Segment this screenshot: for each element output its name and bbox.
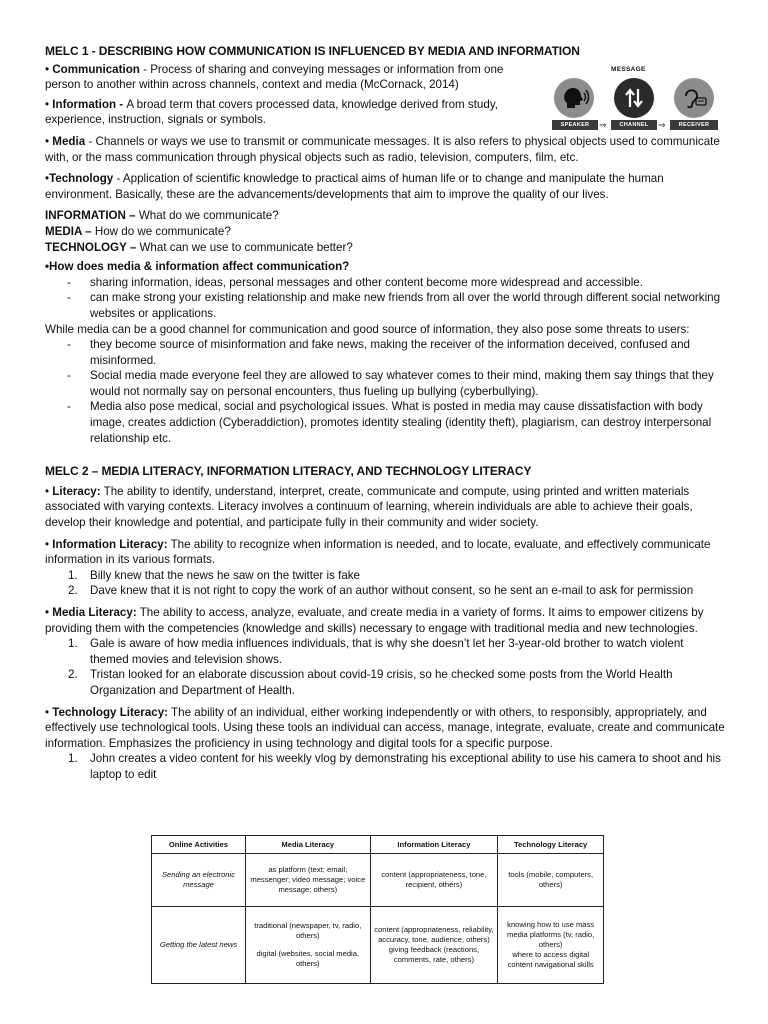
definition-text: The ability to access, analyze, evaluate, and create media in a variety of forms. It aims to empower citizens by providing them with the competencies (knowledge and skills) necessary to engage with traditional media and new technologies. [45,606,704,635]
term-communication: Communication [52,62,140,76]
speaker-tag: SPEAKER [552,120,598,130]
threats-list [45,337,725,446]
technology-definition: •Technology - Application of scientific knowledge to practical aims of human life or to change and manipulate the human environment. Basically, these are the advancements/developments that aim to improve the quality of our lives. [45,172,664,201]
question-line [45,240,725,256]
guiding-questions [45,208,725,255]
question-text: What do we communicate? [135,209,279,223]
question-text: What can we use to communicate better? [136,240,353,254]
information-definition: • Information - A broad term that covers processed data, knowledge derived from study, experience, instruction, signals or symbols. [45,97,498,127]
media-literacy-examples [45,636,725,698]
list-item: - Social media made everyone feel they are allowed to say whatever comes to their mind, making them say things that they would not normally say on personal encounters, thus fueling up bullying (cyberbullying). [45,368,725,399]
question-line [45,224,725,240]
arrow-right-icon: ⇒ [599,120,607,130]
diagram-message-label: MESSAGE [611,66,646,73]
table-header-row [152,836,604,854]
information-literacy-examples [45,568,725,599]
example-text: Billy knew that the news he saw on the twitter is fake [90,568,361,582]
channel-tag: CHANNEL [611,120,657,130]
technology-literacy-examples [45,751,725,782]
definition-text: The ability to identify, understand, interpret, create, communicate and compute, using printed and written materials associated with varying contexts. Literacy involves a continuum of learning, wherein individuals are able to achieve their goals, develop their knowledge and potential, and participate fully in their community and wider society. [45,484,693,530]
affect-heading: •How does media & information affect communication? [45,260,350,274]
receiver-tag: RECEIVER [670,120,718,130]
media-literacy-definition: • Media Literacy: The ability to access, analyze, evaluate, and create media in a variety of forms. It aims to empower citizens by providing them with the competencies (knowledge and skills) necessary to engage with traditional media and new technologies. [45,606,704,635]
document-page [45,44,725,783]
threats-intro: While media can be a good channel for communication and good source of information, they also pose some threats to users: [45,322,690,336]
question-term: INFORMATION – [45,209,136,223]
column-header: Media Literacy [246,836,371,854]
activity-cell: Sending an electronic message [152,854,246,907]
term-media-literacy: Media Literacy: [52,606,137,619]
question-term: TECHNOLOGY – [45,240,137,254]
media-literacy-cell: as platform (text; email; messenger; video message; voice message; others) [246,854,371,907]
information-literacy-cell [370,907,498,984]
literacy-comparison-table [151,835,604,984]
question-term: MEDIA – [45,224,92,238]
term-media: Media [52,134,86,148]
technology-literacy-cell: tools (mobile, computers, others) [498,854,604,907]
information-literacy-definition: • Information Literacy: The ability to recognize when information is needed, and to locate, evaluate, and effectively communicate information in its various formats. [45,537,711,567]
list-item: 2. Tristan looked for an elaborate discussion about covid-19 crisis, so he checked some posts from the World Health Organization and Department of Health. [68,668,673,697]
technology-literacy-cell [498,907,604,984]
melc1-heading: MELC 1 - DESCRIBING HOW COMMUNICATION IS INFLUENCED BY MEDIA AND INFORMATION [45,44,580,58]
list-item: - sharing information, ideas, personal messages and other content become more widespread and accessible. [45,275,725,291]
communication-definition: • Communication - Process of sharing and conveying messages or information from one person to another within across channels, context and media (McCornack, 2014) [45,62,504,92]
definition-text: - Process of sharing and conveying messages or information from one person to another within across channels, context and media (McCornack, 2014) [45,62,504,92]
column-header: Online Activities [152,836,246,854]
cell-line: digital (websites, social media, others) [256,949,360,968]
term-information: Information - [52,97,127,111]
term-literacy: Literacy: [52,484,101,498]
media-definition: • Media - Channels or ways we use to transmit or communicate messages. It is also refers to physical objects used to communicate with, or the mass communication through physical objects such as radio, television, computers, film, etc. [45,134,720,164]
media-literacy-cell [246,907,371,984]
list-item: 2. Dave knew that it is not right to copy the work of an author without consent, so he sent an e-mail to ask for permission [68,584,694,598]
list-item: - Media also pose medical, social and psychological issues. What is posted in media may cause dissatisfaction with body image, creates addiction (Cyberaddiction), promotes identity stealing (identity theft), plagiarism, can destroy interpersonal relationship etc. [45,399,725,446]
table-row [152,854,604,907]
information-literacy-cell: content (appropriateness, tone, recipient, others) [370,854,498,907]
technology-literacy-definition: • Technology Literacy: The ability of an individual, either working independently or with others, to responsibly, appropriately, and effectively use technological tools. Using these tools an individual can access, manage, integrate, evaluate, create and communicate information. Emphasizes the proficiency in using technology and digital tools for a specific purpose. [45,705,725,750]
cell-line: traditional (newspaper, tv, radio, others) [254,921,362,940]
list-item: 1. Billy knew that the news he saw on the twitter is fake [68,568,361,582]
table-row [152,907,604,984]
list-item: 1. Gale is aware of how media influences individuals, that is why she doesn’t let her 3-year-old brother to watch violent themed movies and television shows. [68,637,684,666]
cell-line: content (appropriateness, reliability, accuracy, tone, audience, others) [374,925,494,944]
term-technology: Technology [49,172,114,186]
question-line [45,208,725,224]
example-text: Tristan looked for an elaborate discussion about covid-19 crisis, so he checked some posts from the World Health Organization and Department of Health. [90,668,673,697]
question-text: How do we communicate? [91,224,231,238]
activity-cell: Getting the latest news [152,907,246,984]
example-text: Dave knew that it is not right to copy the work of an author without consent, so he sent an e-mail to ask for permission [90,584,694,598]
list-item: - they become source of misinformation and fake news, making the receiver of the information deceived, confused and misinformed. [45,337,725,368]
definition-text: - Channels or ways we use to transmit or communicate messages. It is also refers to physical objects used to communicate with, or the mass communication through physical objects such as radio, television, computers, film, etc. [45,134,720,164]
cell-line: knowing how to use mass media platforms (tv, radio, others) [507,920,595,949]
column-header: Technology Literacy [498,836,604,854]
definition-text: - Application of scientific knowledge to practical aims of human life or to change and manipulate the human environment. Basically, these are the advancements/developments that aim to improve the quality of our lives. [45,172,664,201]
list-item: 1. John creates a video content for his weekly vlog by demonstrating his exceptional ability to use his camera to shoot and his laptop to edit [68,752,721,781]
term-information-literacy: Information Literacy: [52,537,168,551]
definition-text: The ability to recognize when information is needed, and to locate, evaluate, and effectively communicate information in its various formats. [45,537,711,567]
definition-text: The ability of an individual, either working independently or with others, to responsibly, appropriately, and effectively use technological tools. Using these tools an individual can access, manage, integrate, evaluate, create and communicate information. Emphasizes the proficiency in using technology and digital tools for a specific purpose. [45,705,725,750]
literacy-definition: • Literacy: The ability to identify, understand, interpret, create, communicate and compute, using printed and written materials associated with varying contexts. Literacy involves a continuum of learning, wherein individuals are able to achieve their goals, develop their knowledge and potential, and participate fully in their community and wider society. [45,484,693,530]
arrow-right-icon: ⇒ [658,120,666,130]
melc2-heading: MELC 2 – MEDIA LITERACY, INFORMATION LITERACY, AND TECHNOLOGY LITERACY [45,464,532,479]
cell-line: where to access digital content navigational skills [507,950,594,969]
list-item: - can make strong your existing relationship and make new friends from all over the world through different social networking websites or applications. [45,290,725,321]
definition-text: A broad term that covers processed data, knowledge derived from study, experience, instruction, signals or symbols. [45,97,498,127]
example-text: John creates a video content for his weekly vlog by demonstrating his exceptional ability to use his camera to shoot and his laptop to edit [90,752,721,781]
benefits-list [45,275,725,322]
term-technology-literacy: Technology Literacy: [52,705,169,719]
example-text: Gale is aware of how media influences individuals, that is why she doesn’t let her 3-year-old brother to watch violent themed movies and television shows. [90,637,684,666]
column-header: Information Literacy [370,836,498,854]
cell-line: giving feedback (reactions, comments, rate, others) [388,945,480,964]
